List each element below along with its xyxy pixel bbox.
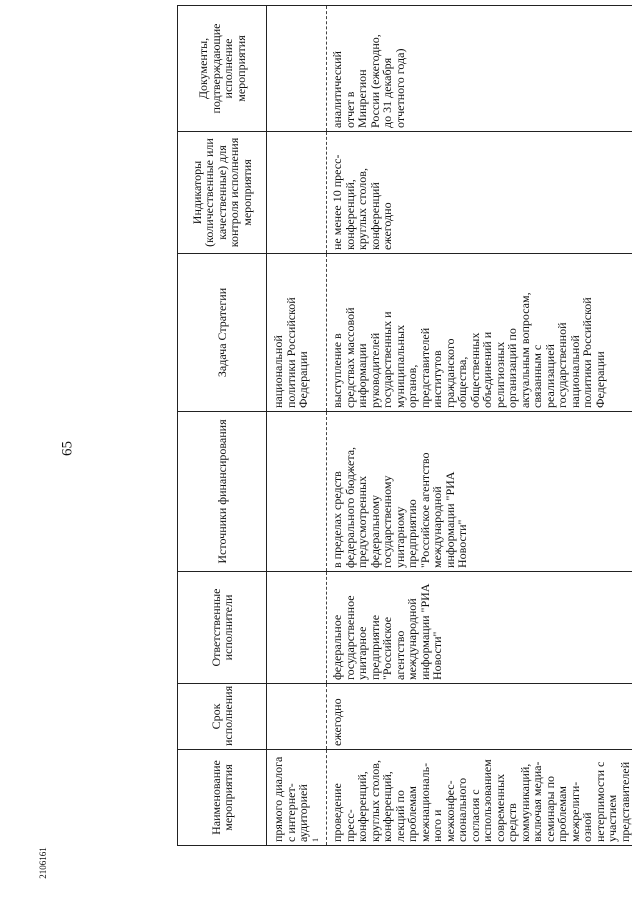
cell-indicators <box>267 132 327 254</box>
cell-funding <box>327 412 633 572</box>
header-funding: Источники финансирования <box>178 412 267 572</box>
rotated-table-wrapper <box>177 6 632 846</box>
cell-indicators <box>327 132 633 254</box>
row2-indicators: не менее 10 пресс- конференций, круглых столов, конференций ежегодно <box>330 154 394 250</box>
header-documents: Документы, подтверждающие исполнение мероприятия <box>178 6 267 132</box>
header-deadline: Срок исполнения <box>178 684 267 750</box>
row2-funding: в пределах средств федерального бюджета, предусмотренных федеральному государственному унитарному предприятию "Российское агентство международной информации "РИА Новости" <box>330 446 469 568</box>
table-row <box>267 6 327 846</box>
cell-deadline <box>327 684 633 750</box>
header-name: Наименование мероприятия <box>178 750 267 846</box>
row2-name: проведение пресс- конференций, круглых столов, конференций, лекций по проблемам межнациональ- ного и межконфес- сионального согласия с использованием современных средств коммуникаций, включая медиа- семинары по проблемам межрелиги- озной нетерпимости с участием представителей <box>330 759 632 842</box>
cell-documents <box>267 6 327 132</box>
cell-executors <box>327 572 633 684</box>
row2-deadline: ежегодно <box>330 698 344 746</box>
row2-executors: федеральное государственное унитарное предприятие "Российское агентство международной информации "РИА Новости" <box>330 583 444 680</box>
row1-name: прямого диалога с интернет- аудиторией <box>271 756 310 842</box>
cell-executors <box>267 572 327 684</box>
header-indicators: Индикаторы (количественные или качественные) для контроля исполнения мероприятия <box>178 132 267 254</box>
header-executors: Ответственные исполнители <box>178 572 267 684</box>
cell-task <box>267 254 327 412</box>
row1-task: национальной политики Российской Федерации <box>271 297 310 408</box>
cell-name <box>267 750 327 846</box>
row2-documents: аналитический отчет в Минрегион России (ежегодно, до 31 декабря отчетного года) <box>330 34 407 128</box>
row2-task: выступление в средствах массовой информации руководителей государственных и муниципальных органов, представителей институтов гражданского общества, общественных объединений и религиозных организаций по актуальным вопросам, связанным с реализацией государственной национальной политики Российской Федерации <box>330 292 607 408</box>
cell-funding <box>267 412 327 572</box>
header-task: Задача Стратегии <box>178 254 267 412</box>
document-code: 2106161 <box>38 847 48 879</box>
table-row <box>327 6 633 846</box>
cell-documents <box>327 6 633 132</box>
footnote-mark: 1 <box>310 838 320 842</box>
page-number: 65 <box>59 441 76 456</box>
cell-name <box>327 750 633 846</box>
cell-task <box>327 254 633 412</box>
cell-deadline <box>267 684 327 750</box>
activities-table <box>177 5 632 846</box>
table-header-row <box>178 6 267 846</box>
